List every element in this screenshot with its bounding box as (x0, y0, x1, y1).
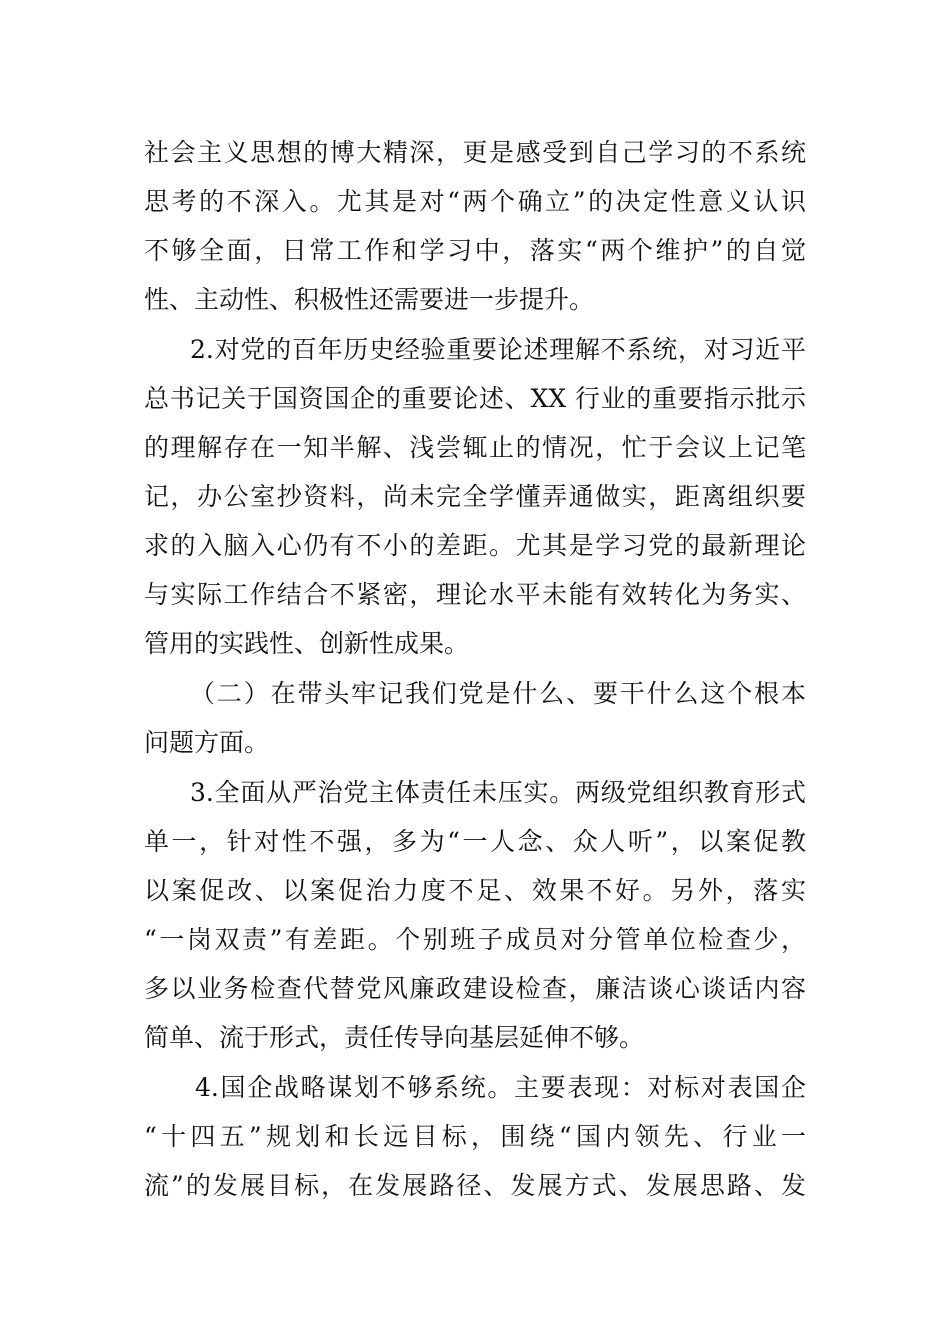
text-line: 以案促改、以案促治力度不足、效果不好。另外，落实 (144, 876, 806, 905)
section-heading-line: 问题方面。 (144, 728, 270, 757)
text-line: 不够全面，日常工作和学习中，落实“两个维护”的自觉 (144, 236, 806, 265)
paragraph-start-line: 3.全面从严治党主体责任未压实。两级党组织教育形式 (190, 778, 806, 807)
text-line: 思考的不深入。尤其是对“两个确立”的决定性意义认识 (144, 187, 806, 216)
text-line: 社会主义思想的博大精深，更是感受到自己学习的不系统 (144, 138, 806, 167)
paragraph-start-line: 4.国企战略谋划不够系统。主要表现：对标对表国企 (195, 1073, 806, 1102)
text-line: “十四五”规划和长远目标，围绕“国内领先、行业一 (144, 1122, 806, 1151)
text-line: 的理解存在一知半解、浅尝辄止的情况，忙于会议上记笔 (144, 433, 806, 462)
section-heading-line: （二）在带头牢记我们党是什么、要干什么这个根本 (190, 679, 806, 708)
text-line: “一岗双责”有差距。个别班子成员对分管单位检查少， (144, 925, 806, 954)
text-line: 简单、流于形式，责任传导向基层延伸不够。 (144, 1023, 645, 1052)
text-line: 总书记关于国资国企的重要论述、XX 行业的重要指示批示 (144, 384, 806, 413)
text-line: 性、主动性、积极性还需要进一步提升。 (144, 285, 595, 314)
text-line: 多以业务检查代替党风廉政建设检查，廉洁谈心谈话内容 (144, 974, 806, 1003)
text-line: 流”的发展目标，在发展路径、发展方式、发展思路、发 (144, 1171, 806, 1200)
text-line: 管用的实践性、创新性成果。 (144, 629, 470, 658)
text-line: 记，办公室抄资料，尚未完全学懂弄通做实，距离组织要 (144, 482, 806, 511)
text-line: 单一，针对性不强，多为“一人念、众人听”，以案促教 (144, 827, 806, 856)
paragraph-start-line: 2.对党的百年历史经验重要论述理解不系统，对习近平 (190, 335, 806, 364)
text-line: 求的入脑入心仍有不小的差距。尤其是学习党的最新理论 (144, 531, 806, 560)
text-line: 与实际工作结合不紧密，理论水平未能有效转化为务实、 (144, 580, 806, 609)
